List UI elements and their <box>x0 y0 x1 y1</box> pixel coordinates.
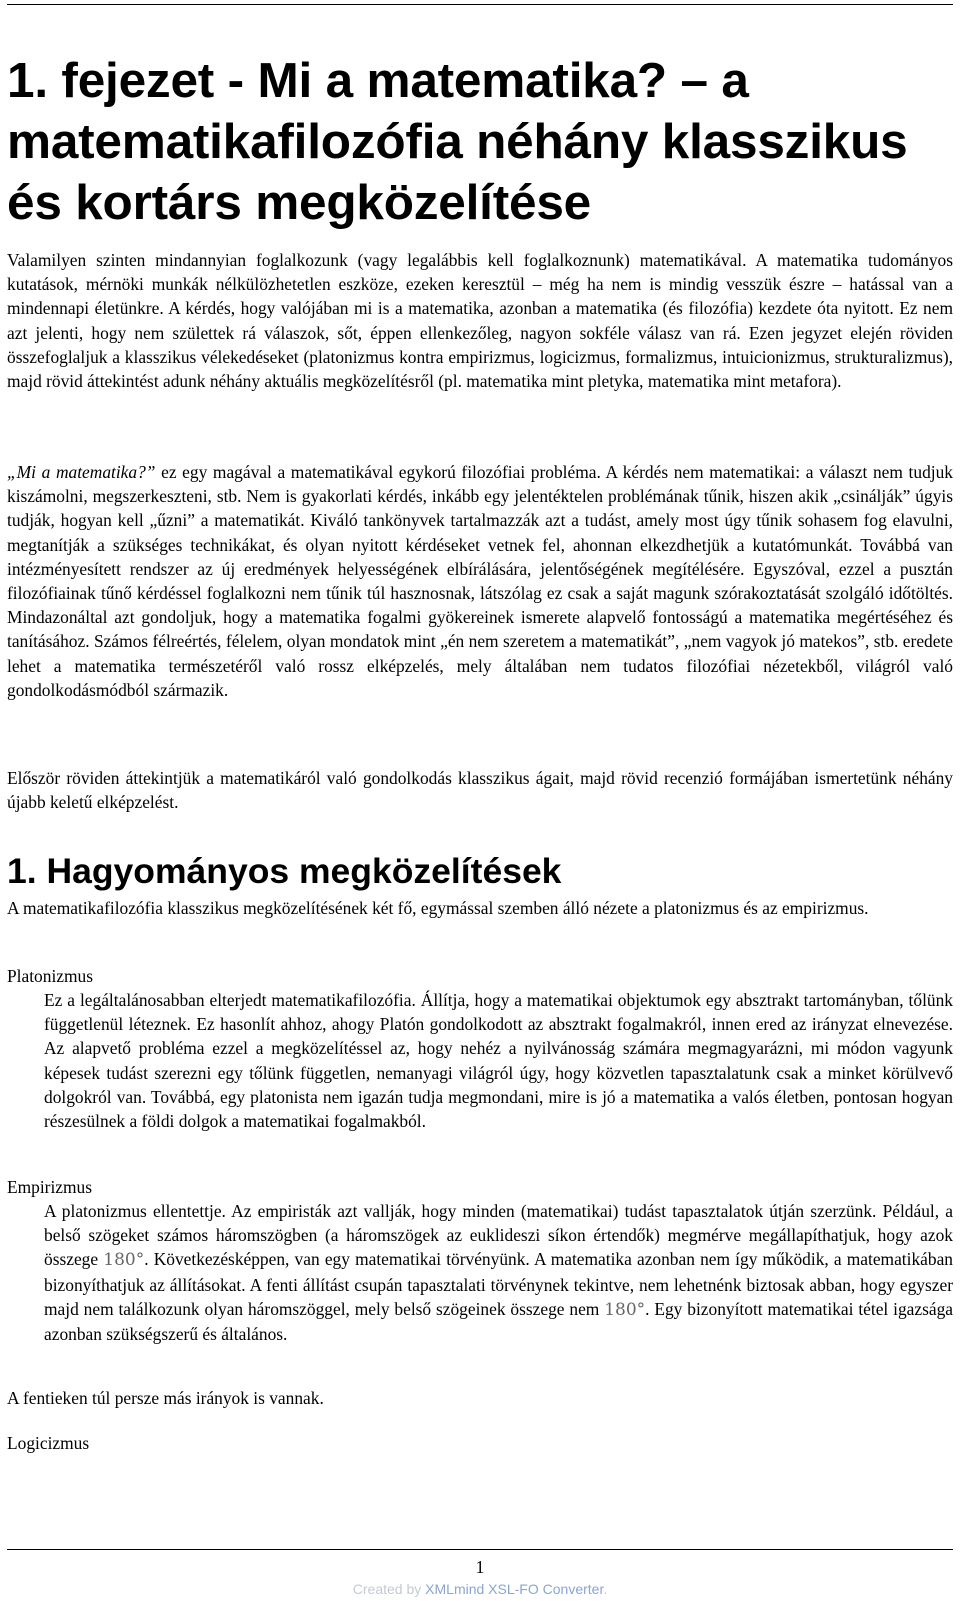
question-text: ez egy magával a matematikával egykorú filozófiai probléma. A kérdés nem matematikai: a választ nem tudjuk kiszámolni, megszerkeszteni, stb. Nem is gyakorlati kérdés, inkább egy jelentéktelen problémának tűnik, hiszen akik „csinálják” úgyis tudják, hogyan kell „űzni” a matematikát. Kiváló tankönyvek tartalmazzák azt a tudást, amely most úgy tűnik sohasem fog elavulni, megtanítják a szükséges technikákat, és olyan nyitott kérdéseket vetnek fel, ahonnan elkezdhetjük a kutatómunkát. Továbbá van intézményesített rendszer az új eredmények helyességének elbírálására, jelentőségének megítélésére. Egyszóval, ezzel a pusztán filozófiainak tűnő kérdéssel foglalkozni nem tűnik túl hasznosnak, látszólag ez csak a saját magunk szórakoztatását szolgáló időtöltés. Mindazonáltal azt gondoljuk, hogy a matematika fogalmi gyökereinek ismerete alapvelő fontosságú a matematika megértéséhez és tanításához. Számos félreértés, félelem, olyan mondatok mint „én nem szeretem a matematikát”, „nem vagyok jó matekos”, stb. eredete lehet a matematika természetéről való rossz elképzelés, mely általában nem tudatos filozófiai nézetekből, világról való gondolkodásmódból származik. <box>7 462 954 700</box>
empiricism-definition <box>44 1199 953 1346</box>
generator-footer <box>7 1580 953 1598</box>
chapter-title: 1. fejezet - Mi a matematika? – a matematikafilozófia néhány klasszikus és kortárs megközelítése <box>7 53 908 230</box>
document-page <box>7 0 953 1601</box>
footer-brand: XMLmind XSL-FO Converter <box>425 1581 604 1597</box>
question-quote: „Mi a matematika?” <box>7 462 156 482</box>
footer-rule <box>7 1549 953 1550</box>
page-number: 1 <box>475 1557 485 1577</box>
term-logicism: Logicizmus <box>7 1433 90 1453</box>
section-title: 1. Hagyományos megközelítések <box>7 851 562 891</box>
header-rule <box>7 4 953 5</box>
empiricism-text-3: . Egy bizonyított matematikai tétel igazsága azonban szükségszerű és általános. <box>44 1298 953 1345</box>
intro-paragraph: Valamilyen szinten mindannyian foglalkozunk (vagy legalábbis kell foglalkoznunk) matematikával. A matematika tudományos kutatások, mérnöki munkák nélkülözhetetlen eszköze, ezeken keresztül – még ha nem is mindig vesszük észre – hatással van a mindennapi életünkre. A kérdés, hogy valójában mi is a matematika, azonban a matematika (és filozófia) kezdete óta nyitott. Ez nem azt jelenti, hogy nem születtek rá válaszok, sőt, éppen ellenkezőleg, nagyon sokféle válasz van rá. Ezen jegyzet elején röviden összefoglaljuk a klasszikus vélekedéseket (platonizmus kontra empirizmus, logicizmus, formalizmus, intuicionizmus, strukturalizmus), majd rövid áttekintést adunk néhány aktuális megközelítésről (pl. matematika mint pletyka, matematika mint metafora). <box>7 250 953 392</box>
question-paragraph <box>7 460 953 702</box>
term-empiricism: Empirizmus <box>7 1177 93 1197</box>
angle-sum-math-2: 180° <box>604 1299 646 1320</box>
angle-sum-math-1: 180° <box>103 1250 145 1271</box>
platonism-definition: Ez a legáltalánosabban elterjedt matematikafilozófia. Állítja, hogy a matematikai objektumok egy absztrakt tartományban, tőlünk függetlenül léteznek. Ez hasonlít ahhoz, ahogy Platón gondolkodott az absztrakt fogalmakról, innen ered az irányzat elnevezése. Az alapvető probléma ezzel a megközelítéssel az, hogy nehéz a nyilvánosság számára megmagyarázni, mi módon vagyunk képesek tudást szerezni egy tőlünk független, nemanyagi világról úgy, hogy közvetlen tapasztalatunk csak a minket körülvevő dolgokról van. Továbbá, egy platonista nem igazán tudja megmondani, mire is jó a matematika a valós életben, pontosan hogyan részesülnek a földi dolgok a matematikai fogalmakból. <box>44 990 953 1132</box>
empiricism-text-2: . Következésképpen, van egy matematikai törvényünk. A matematika azonban nem így működik, a matematikában bizonyíthatjuk az állításokat. A fenti állítást csupán tapasztalati törvénynek tekintve, nem lehetnénk biztosak abban, hogy egyszer majd nem találkozunk olyan háromszöggel, mely belső szögeinek összege nem <box>44 1249 953 1319</box>
term-platonism: Platonizmus <box>7 966 93 986</box>
section-intro-paragraph: A matematikafilozófia klasszikus megközelítésének két fő, egymással szemben álló nézete a platonizmus és az empirizmus. <box>7 898 869 918</box>
empiricism-text-1: A platonizmus ellentettje. Az empiristák azt vallják, hogy minden (matematikai) tudást tapasztalatok útján szerzünk. Például, a belső szögeket számos háromszögben (a háromszögek az euklideszi síkon értendők) megmérve megállapíthatjuk, hogy azok összege <box>44 1201 953 1270</box>
overview-paragraph: Először röviden áttekintjük a matematikáról való gondolkodás klasszikus ágait, majd rövid recenzió formájában ismertetünk néhány újabb keletű elképzelést. <box>7 768 953 813</box>
other-directions-paragraph: A fentieken túl persze más irányok is vannak. <box>7 1388 324 1408</box>
footer-suffix: . <box>603 1581 608 1597</box>
footer-prefix: Created by <box>352 1581 426 1597</box>
